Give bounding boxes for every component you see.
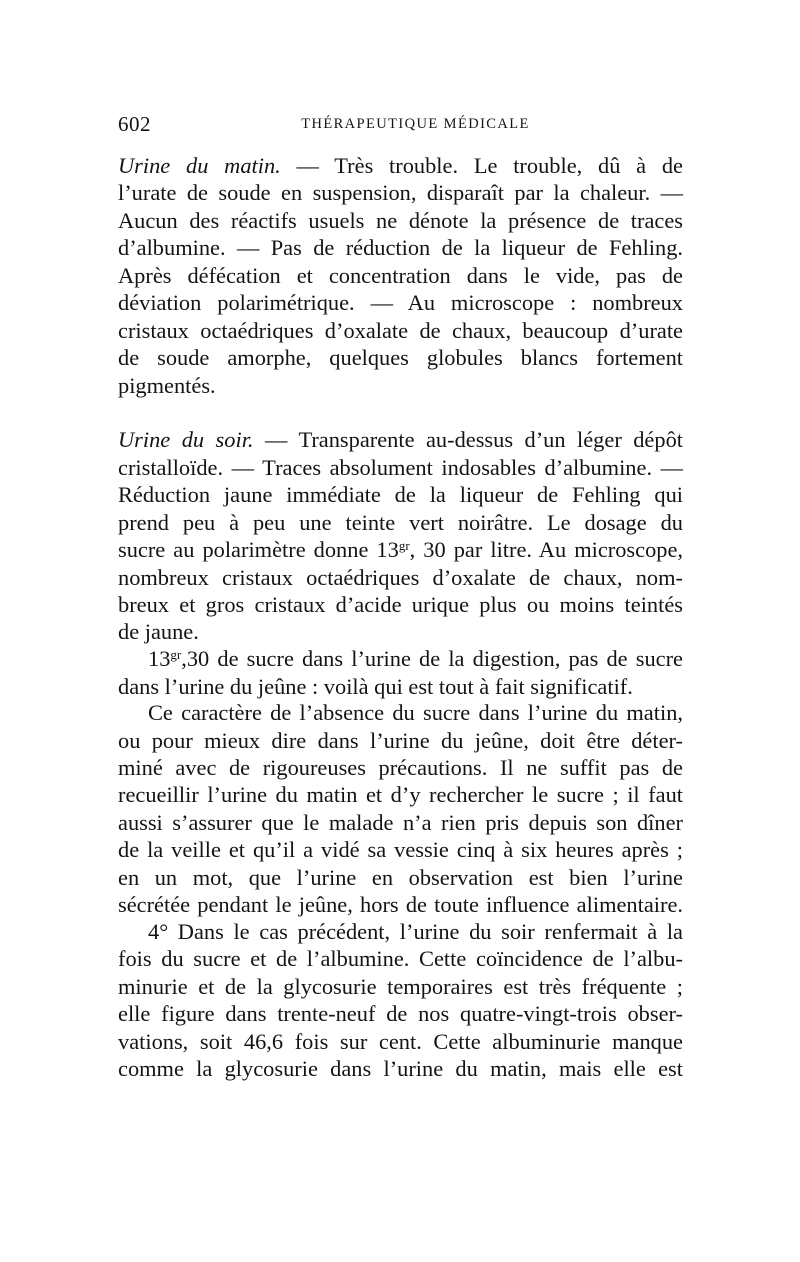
text-line: recueillir l’urine du matin et d’y rechercher le sucre ; il faut (118, 782, 683, 807)
text-line: elle figure dans trente-neuf de nos quatre-vingt-trois obser- (118, 1001, 683, 1026)
text-line: minurie et de la glycosurie temporaires est très fréquente ; (118, 974, 683, 999)
text-line: Réduction jaune immédiate de la liqueur de Fehling qui (118, 482, 683, 507)
text-line: de la veille et qu’il a vidé sa vessie cinq à six heures après ; (118, 837, 683, 862)
text-line: Ce caractère de l’absence du sucre dans l’urine du matin, (148, 700, 683, 725)
text-line: sucre au polarimètre donne $13^{gr}$, 30 par litre. Au microscope, (118, 537, 684, 562)
text-line: breux et gros cristaux d’acide urique plus ou moins teintés (118, 592, 683, 617)
text-line: Urine du soir. — Transparente au-dessus d’un léger dépôt (118, 427, 683, 452)
section-heading-urine-matin: Urine du matin. (118, 153, 281, 178)
text-line: aussi s’assurer que le malade n’a rien pris depuis son dîner (118, 810, 683, 835)
page-header (118, 112, 683, 142)
section-heading-urine-soir: Urine du soir. (118, 427, 254, 452)
text-line: d’albumine. — Pas de réduction de la liqueur de Fehling. (118, 235, 683, 260)
text-line: de jaune. (118, 619, 199, 644)
text-line: cristaux octaédriques d’oxalate de chaux, beaucoup d’urate (118, 318, 683, 343)
text-line: Aucun des réactifs usuels ne dénote la présence de traces (118, 208, 683, 233)
running-title: THÉRAPEUTIQUE MÉDICALE (301, 116, 530, 132)
text-line: dans l’urine du jeûne : voilà qui est tout à fait significatif. (118, 674, 633, 699)
text-line: nombreux cristaux octaédriques d’oxalate de chaux, nom- (118, 565, 683, 590)
text-line: comme la glycosurie dans l’urine du matin, mais elle est (118, 1056, 683, 1081)
page-number: 602 (118, 112, 151, 136)
text-line: miné avec de rigoureuses précautions. Il ne suffit pas de (118, 755, 683, 780)
text-line: Après défécation et concentration dans le vide, pas de (118, 263, 683, 288)
text-line: de soude amorphe, quelques globules blancs fortement (118, 345, 683, 370)
text-line: sécrétée pendant le jeûne, hors de toute influence alimentaire. (118, 892, 683, 917)
text-line: prend peu à peu une teinte vert noirâtre. Le dosage du (118, 510, 683, 535)
text-line: Urine du matin. — Très trouble. Le trouble, dû à de (118, 153, 683, 178)
text-line: 4° Dans le cas précédent, l’urine du soir renfermait à la (148, 919, 683, 944)
text-line: l’urate de soude en suspension, disparaît par la chaleur. — (118, 180, 683, 205)
text-line: en un mot, que l’urine en observation est bien l’urine (118, 865, 683, 890)
text-line: ou pour mieux dire dans l’urine du jeûne, doit être déter- (118, 728, 683, 753)
text-line: pigmentés. (118, 373, 216, 398)
text-line: cristalloïde. — Traces absolument indosables d’albumine. — (118, 455, 683, 480)
text-line: déviation polarimétrique. — Au microscope : nombreux (118, 290, 683, 315)
text-line: vations, soit 46,6 fois sur cent. Cette albuminurie manque (118, 1029, 683, 1054)
text-line: $13^{gr},30$ de sucre dans l’urine de la digestion, pas de sucre (148, 646, 683, 671)
text-line: fois du sucre et de l’albumine. Cette coïncidence de l’albu- (118, 946, 683, 971)
